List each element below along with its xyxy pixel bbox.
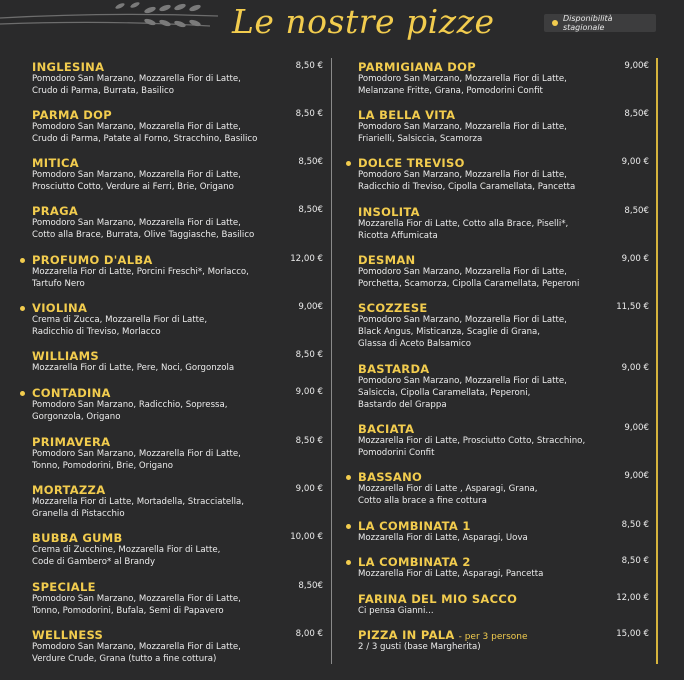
pizza-description: Crema di Zucchine, Mozzarella Fior di Latte, xyxy=(32,545,221,555)
seasonal-legend-label: Disponibilità stagionale xyxy=(562,14,613,32)
pizza-name-note: - per 3 persone xyxy=(458,632,528,642)
pizza-name xyxy=(358,253,415,267)
pizza-name-text: SPECIALE xyxy=(32,580,96,594)
pizza-description: Melanzane Fritte, Grana, Pomodorini Confit xyxy=(358,86,543,96)
pizza-price: 9,00 € xyxy=(295,387,323,397)
pizza-description: Prosciutto Cotto, Verdure ai Ferri, Brie, Origano xyxy=(32,182,234,192)
pizza-name xyxy=(358,555,471,569)
pizza-description: Pomodoro San Marzano, Mozzarella Fior di Latte, xyxy=(32,74,241,84)
pizza-description: Friarielli, Salsiccia, Scamorza xyxy=(358,134,483,144)
pizza-name-text: PARMA DOP xyxy=(32,108,112,122)
pizza-name-text: LA COMBINATA 2 xyxy=(358,555,471,569)
pizza-name xyxy=(358,422,414,436)
pizza-price: 12,00 € xyxy=(290,254,323,264)
pizza-price: 9,00 € xyxy=(621,157,649,167)
seasonal-legend xyxy=(544,14,656,32)
pizza-price: 8,50 € xyxy=(621,556,649,566)
pizza-name-text: WELLNESS xyxy=(32,628,104,642)
pizza-name-text: INSOLITA xyxy=(358,205,420,219)
pizza-name xyxy=(358,301,428,315)
pizza-description: Pomodoro San Marzano, Mozzarella Fior di Latte, xyxy=(358,122,567,132)
pizza-price: 8,50 € xyxy=(295,436,323,446)
pizza-description: Crudo di Parma, Burrata, Basilico xyxy=(32,86,174,96)
pizza-description: Mozzarella Fior di Latte, Asparagi, Uova xyxy=(358,533,528,543)
pizza-name-text: INGLESINA xyxy=(32,60,105,74)
pizza-description: Mozzarella Fior di Latte, Mortadella, Stracciatella, xyxy=(32,497,244,507)
column-divider xyxy=(331,58,332,664)
pizza-price: 9,00€ xyxy=(624,61,649,71)
pizza-price: 8,50€ xyxy=(298,205,323,215)
pizza-description: Pomodoro San Marzano, Mozzarella Fior di Latte, xyxy=(358,376,567,386)
pizza-price: 8,50€ xyxy=(624,206,649,216)
pizza-description: Salsiccia, Cipolla Caramellata, Peperoni, xyxy=(358,388,531,398)
pizza-name xyxy=(32,531,123,545)
pizza-description: 2 / 3 gusti (base Margherita) xyxy=(358,642,481,652)
seasonal-dot-icon xyxy=(552,20,558,26)
pizza-price: 8,00 € xyxy=(295,629,323,639)
pizza-description: Glassa di Aceto Balsamico xyxy=(358,339,471,349)
pizza-description: Mozzarella Fior di Latte, Pere, Noci, Gorgonzola xyxy=(32,363,235,373)
pizza-name-text: PARMIGIANA DOP xyxy=(358,60,476,74)
pizza-description: Pomodoro San Marzano, Mozzarella Fior di Latte, xyxy=(32,642,241,652)
pizza-name xyxy=(32,156,79,170)
pizza-description: Mozzarella Fior di Latte , Asparagi, Grana, xyxy=(358,484,538,494)
pizza-price: 12,00 € xyxy=(616,593,649,603)
pizza-name-text: FARINA DEL MIO SACCO xyxy=(358,592,518,606)
seasonal-dot-icon xyxy=(346,524,351,529)
pizza-price: 8,50 € xyxy=(295,109,323,119)
pizza-name xyxy=(32,349,99,363)
pizza-price: 9,00€ xyxy=(624,471,649,481)
pizza-name-text: SCOZZESE xyxy=(358,301,428,315)
pizza-name-text: MORTAZZA xyxy=(32,483,106,497)
pizza-name xyxy=(32,483,105,497)
pizza-name xyxy=(32,580,96,594)
pizza-description: Radicchio di Treviso, Cipolla Caramellata, Pancetta xyxy=(358,182,576,192)
pizza-description: Pomodorini Confit xyxy=(358,448,435,458)
pizza-description: Mozzarella Fior di Latte, Cotto alla Brace, Piselli*, xyxy=(358,219,569,229)
pizza-description: Radicchio di Treviso, Morlacco xyxy=(32,327,161,337)
pizza-description: Mozzarella Fior di Latte, Asparagi, Pancetta xyxy=(358,569,544,579)
seasonal-dot-icon xyxy=(346,560,351,565)
pizza-name-text: WILLIAMS xyxy=(32,349,99,363)
pizza-description: Porchetta, Scamorza, Cipolla Caramellata, Peperoni xyxy=(358,279,580,289)
pizza-name xyxy=(32,435,110,449)
pizza-price: 10,00 € xyxy=(290,532,323,542)
pizza-description: Tartufo Nero xyxy=(32,279,85,289)
pizza-name xyxy=(358,592,517,606)
pizza-name-text: LA COMBINATA 1 xyxy=(358,519,471,533)
pizza-name-text: BASSANO xyxy=(358,470,423,484)
pizza-description: Crema di Zucca, Mozzarella Fior di Latte, xyxy=(32,315,208,325)
pizza-description: Granella di Pistacchio xyxy=(32,509,125,519)
pizza-price: 9,00€ xyxy=(298,302,323,312)
pizza-name-text: MITICA xyxy=(32,156,79,170)
pizza-price: 8,50€ xyxy=(298,581,323,591)
pizza-name xyxy=(358,156,465,170)
pizza-description: Ci pensa Gianni... xyxy=(358,606,434,616)
pizza-description: Pomodoro San Marzano, Mozzarella Fior di Latte, xyxy=(32,594,241,604)
pizza-description: Pomodoro San Marzano, Mozzarella Fior di Latte, xyxy=(358,74,567,84)
pizza-name xyxy=(358,362,430,376)
seasonal-dot-icon xyxy=(20,391,25,396)
pizza-price: 8,50 € xyxy=(621,520,649,530)
pizza-description: Gorgonzola, Origano xyxy=(32,412,121,422)
pizza-description: Pomodoro San Marzano, Radicchio, Sopressa, xyxy=(32,400,228,410)
pizza-name xyxy=(358,205,420,219)
pizza-name xyxy=(32,204,78,218)
pizza-name xyxy=(32,253,153,267)
pizza-description: Code di Gambero* al Brandy xyxy=(32,557,156,567)
wheat-decoration xyxy=(0,0,220,36)
pizza-price: 8,50€ xyxy=(298,157,323,167)
pizza-name-text: DESMAN xyxy=(358,253,416,267)
pizza-name xyxy=(358,519,471,533)
pizza-name-text: LA BELLA VITA xyxy=(358,108,456,122)
pizza-price: 9,00 € xyxy=(621,363,649,373)
pizza-name xyxy=(358,108,455,122)
pizza-name xyxy=(32,628,103,642)
pizza-name-text: BUBBA GUMB xyxy=(32,531,123,545)
pizza-name xyxy=(32,301,87,315)
pizza-name xyxy=(32,386,111,400)
pizza-name xyxy=(358,60,476,74)
seasonal-dot-icon xyxy=(346,475,351,480)
pizza-description: Verdure Crude, Grana (tutto a fine cottura) xyxy=(32,654,217,664)
pizza-description: Pomodoro San Marzano, Mozzarella Fior di Latte, xyxy=(358,170,567,180)
pizza-description: Pomodoro San Marzano, Mozzarella Fior di Latte, xyxy=(32,170,241,180)
pizza-price: 15,00 € xyxy=(616,629,649,639)
pizza-name xyxy=(32,108,112,122)
pizza-description: Black Angus, Misticanza, Scaglie di Grana, xyxy=(358,327,541,337)
pizza-name-text: VIOLINA xyxy=(32,301,88,315)
pizza-price: 8,50 € xyxy=(295,61,323,71)
pizza-name-text: BASTARDA xyxy=(358,362,430,376)
pizza-description: Tonno, Pomodorini, Brie, Origano xyxy=(32,461,174,471)
pizza-description: Pomodoro San Marzano, Mozzarella Fior di Latte, xyxy=(32,449,241,459)
pizza-description: Cotto alla Brace, Burrata, Olive Taggiasche, Basilico xyxy=(32,230,255,240)
pizza-description: Crudo di Parma, Patate al Forno, Stracchino, Basilico xyxy=(32,134,258,144)
pizza-description: Pomodoro San Marzano, Mozzarella Fior di Latte, xyxy=(32,122,241,132)
right-border-rule xyxy=(656,58,658,664)
pizza-price: 9,00€ xyxy=(624,423,649,433)
pizza-price: 9,00 € xyxy=(621,254,649,264)
pizza-price: 11,50 € xyxy=(616,302,649,312)
pizza-description: Cotto alla brace a fine cottura xyxy=(358,496,487,506)
seasonal-dot-icon xyxy=(20,306,25,311)
pizza-name-text: PIZZA IN PALA xyxy=(358,628,455,642)
pizza-name xyxy=(32,60,104,74)
pizza-description: Mozzarella Fior di Latte, Prosciutto Cotto, Stracchino, xyxy=(358,436,586,446)
seasonal-dot-icon xyxy=(346,161,351,166)
pizza-price: 8,50 € xyxy=(295,350,323,360)
pizza-description: Mozzarella Fior di Latte, Porcini Freschi*, Morlacco, xyxy=(32,267,249,277)
pizza-description: Ricotta Affumicata xyxy=(358,231,438,241)
pizza-price: 8,50€ xyxy=(624,109,649,119)
pizza-description: Bastardo del Grappa xyxy=(358,400,447,410)
pizza-name-text: CONTADINA xyxy=(32,386,111,400)
pizza-name xyxy=(358,470,422,484)
pizza-name-text: DOLCE TREVISO xyxy=(358,156,465,170)
pizza-name-text: BACIATA xyxy=(358,422,415,436)
page-title: Le nostre pizze xyxy=(232,2,495,41)
pizza-name-text: PROFUMO D'ALBA xyxy=(32,253,153,267)
pizza-description: Pomodoro San Marzano, Mozzarella Fior di Latte, xyxy=(358,267,567,277)
pizza-name-text: PRIMAVERA xyxy=(32,435,111,449)
pizza-description: Pomodoro San Marzano, Mozzarella Fior di Latte, xyxy=(32,218,241,228)
seasonal-dot-icon xyxy=(20,258,25,263)
pizza-description: Tonno, Pomodorini, Bufala, Semi di Papavero xyxy=(32,606,224,616)
pizza-name-text: PRAGA xyxy=(32,204,79,218)
pizza-price: 9,00 € xyxy=(295,484,323,494)
pizza-name xyxy=(358,628,528,642)
pizza-description: Pomodoro San Marzano, Mozzarella Fior di Latte, xyxy=(358,315,567,325)
